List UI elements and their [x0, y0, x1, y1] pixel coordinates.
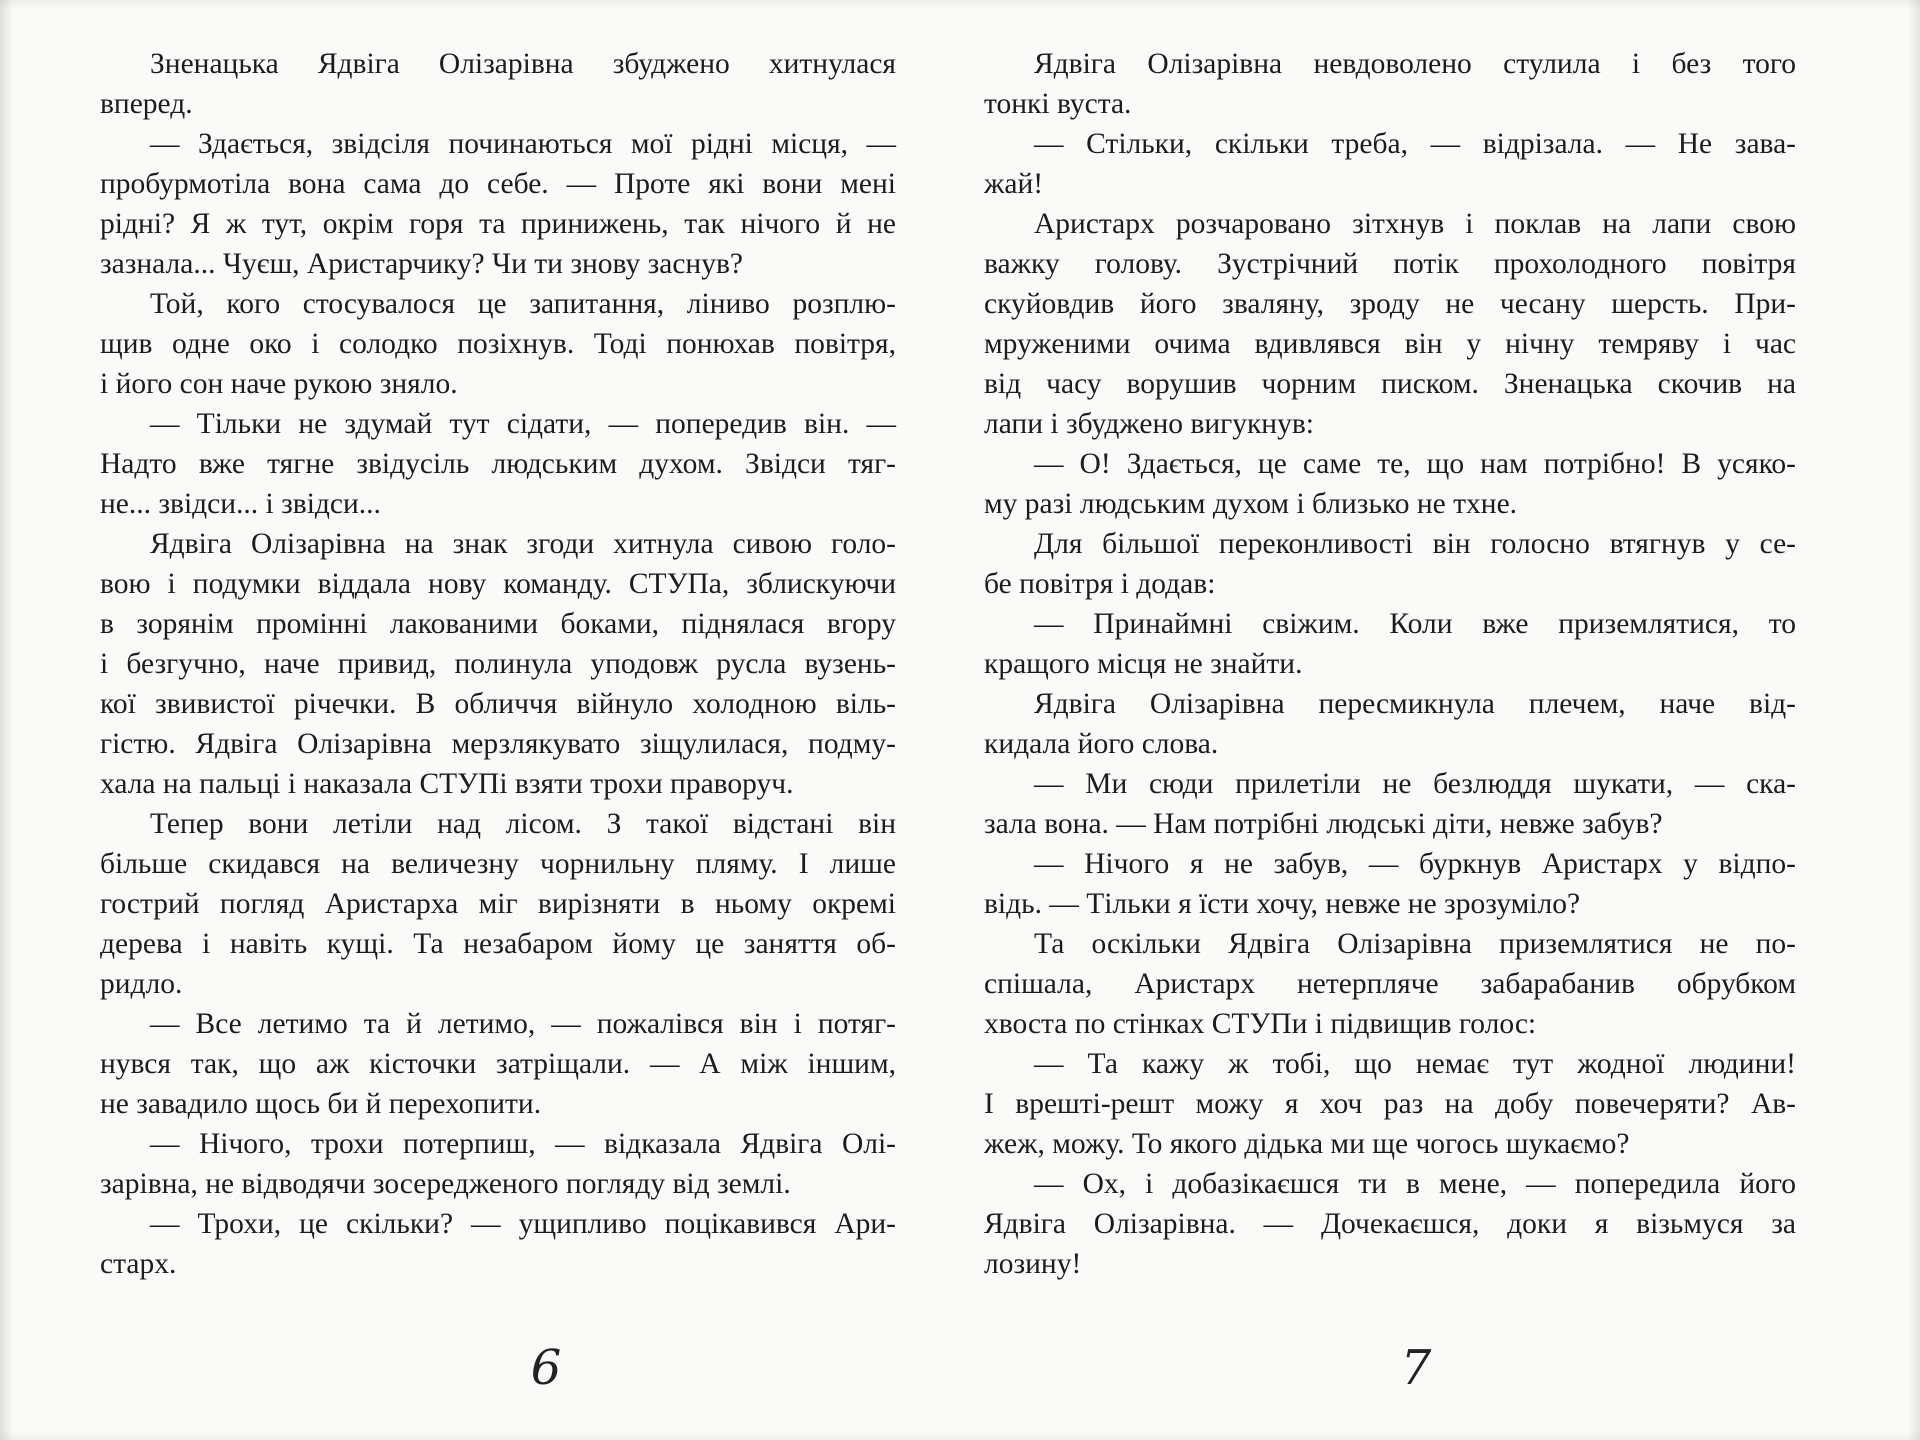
page-right-text-column [984, 44, 1796, 1284]
text-line: хвоста по стінках СТУПи і підвищив голос: [984, 1008, 1537, 1040]
page-number-left: 6 [530, 1340, 562, 1396]
page-left-text-column [100, 44, 896, 1284]
text-line: — Трохи, це скільки? — ущипливо поцікавився Ари- [150, 1208, 896, 1240]
text-line: Надто вже тягне звідусіль людським духом. Звідси тяг- [100, 448, 896, 480]
text-line: в зорянім промінні лакованими боками, піднялася вгору [100, 608, 896, 640]
text-line: скуйовдив його зваляну, зроду не чесану шерсть. При- [984, 288, 1796, 320]
text-line: — Здається, звідсіля починаються мої рідні місця, — [150, 128, 896, 160]
text-line: — Тільки не здумай тут сідати, — попередив він. — [150, 408, 896, 440]
page-number-right: 7 [1400, 1340, 1432, 1396]
text-line: Зненацька Ядвіга Олізарівна збуджено хитнулася [150, 48, 896, 80]
text-line: лозину! [984, 1248, 1082, 1280]
text-line: пробурмотіла вона сама до себе. — Проте які вони мені [100, 168, 896, 200]
text-line: і його сон наче рукою зняло. [100, 368, 458, 400]
text-line: — Ох, і добазікаєшся ти в мене, — попередила його [1034, 1168, 1796, 1200]
text-line: хала на пальці і наказала СТУПі взяти трохи праворуч. [100, 768, 794, 800]
text-line: — Принаймні свіжим. Коли вже приземлятися, то [1034, 608, 1796, 640]
text-line: кидала його слова. [984, 728, 1219, 760]
text-line: жеж, можу. То якого дідька ми ще чогось шукаємо? [984, 1128, 1630, 1160]
text-line: Ядвіга Олізарівна на знак згоди хитнула сивою голо- [150, 528, 896, 560]
text-line: зала вона. — Нам потрібні людські діти, невже забув? [984, 808, 1663, 840]
text-line: Той, кого стосувалося це запитання, ліниво розплю- [150, 288, 896, 320]
text-line: Аристарх розчаровано зітхнув і поклав на лапи свою [1034, 208, 1796, 240]
text-line: мруженими очима вдивлявся він у нічну темряву і час [984, 328, 1796, 360]
text-line: Для більшої переконливості він голосно втягнув у се- [1034, 528, 1796, 560]
text-line: більше скидався на величезну чорнильну пляму. І лише [100, 848, 896, 880]
text-line: ридло. [100, 968, 183, 1000]
text-line: щив одне око і солодко позіхнув. Тоді понюхав повітря, [100, 328, 896, 360]
text-line: зарівна, не відводячи зосередженого погляду від землі. [100, 1168, 791, 1200]
text-line: дерева і навіть кущі. Та незабаром йому це заняття об- [100, 928, 896, 960]
text-line: — Нічого я не забув, — буркнув Аристарх у відпо- [1034, 848, 1796, 880]
text-line: Тепер вони летіли над лісом. З такої відстані він [150, 808, 896, 840]
text-line: спішала, Аристарх нетерпляче забарабанив обрубком [984, 968, 1796, 1000]
text-line: важку голову. Зустрічний потік прохолодного повітря [984, 248, 1796, 280]
text-line: не... звідси... і звідси... [100, 488, 381, 520]
text-line: кої звивистої річечки. В обличчя війнуло холодною віль- [100, 688, 896, 720]
text-line: від часу ворушив чорним писком. Зненацька скочив на [984, 368, 1796, 400]
text-line: і безгучно, наче привид, полинула уподовж русла вузень- [100, 648, 896, 680]
text-line: рідні? Я ж тут, окрім горя та принижень, так нічого й не [100, 208, 896, 240]
text-line: відь. — Тільки я їсти хочу, невже не зрозуміло? [984, 888, 1581, 920]
text-line: старх. [100, 1248, 177, 1280]
text-line: Ядвіга Олізарівна пересмикнула плечем, наче від- [1034, 688, 1796, 720]
text-line: — О! Здається, це саме те, що нам потрібно! В усяко- [1034, 448, 1796, 480]
text-line: — Ми сюди прилетіли не безлюддя шукати, — ска- [1034, 768, 1796, 800]
text-line: жай! [984, 168, 1044, 200]
text-line: — Нічого, трохи потерпиш, — відказала Ядвіга Олі- [150, 1128, 896, 1160]
text-line: кращого місця не знайти. [984, 648, 1303, 680]
text-line: — Стільки, скільки треба, — відрізала. — Не зава- [1034, 128, 1796, 160]
text-line: вою і подумки віддала нову команду. СТУПа, зблискуючи [100, 568, 896, 600]
text-line: Ядвіга Олізарівна невдоволено стулила і без того [1034, 48, 1796, 80]
text-line: вперед. [100, 88, 193, 120]
text-line: бе повітря і додав: [984, 568, 1216, 600]
text-line: тонкі вуста. [984, 88, 1132, 120]
text-line: Ядвіга Олізарівна. — Дочекаєшся, доки я візьмуся за [984, 1208, 1796, 1240]
text-line: гістю. Ядвіга Олізарівна мерзлякувато зіщулилася, подму- [100, 728, 896, 760]
text-line: Та оскільки Ядвіга Олізарівна приземлятися не по- [1034, 928, 1796, 960]
text-line: зазнала... Чуєш, Аристарчику? Чи ти знову заснув? [100, 248, 743, 280]
text-line: нувся так, що аж кісточки затріщали. — А між іншим, [100, 1048, 896, 1080]
text-line: І врешті-решт можу я хоч раз на добу повечеряти? Ав- [984, 1088, 1796, 1120]
text-line: му разі людським духом і близько не тхне. [984, 488, 1518, 520]
text-line: — Все летимо та й летимо, — пожалівся він і потяг- [150, 1008, 896, 1040]
text-line: гострий погляд Аристарха міг вирізняти в ньому окремі [100, 888, 896, 920]
text-line: лапи і збуджено вигукнув: [984, 408, 1314, 440]
text-line: не завадило щось би й перехопити. [100, 1088, 542, 1120]
text-line: — Та кажу ж тобі, що немає тут жодної людини! [1034, 1048, 1796, 1080]
